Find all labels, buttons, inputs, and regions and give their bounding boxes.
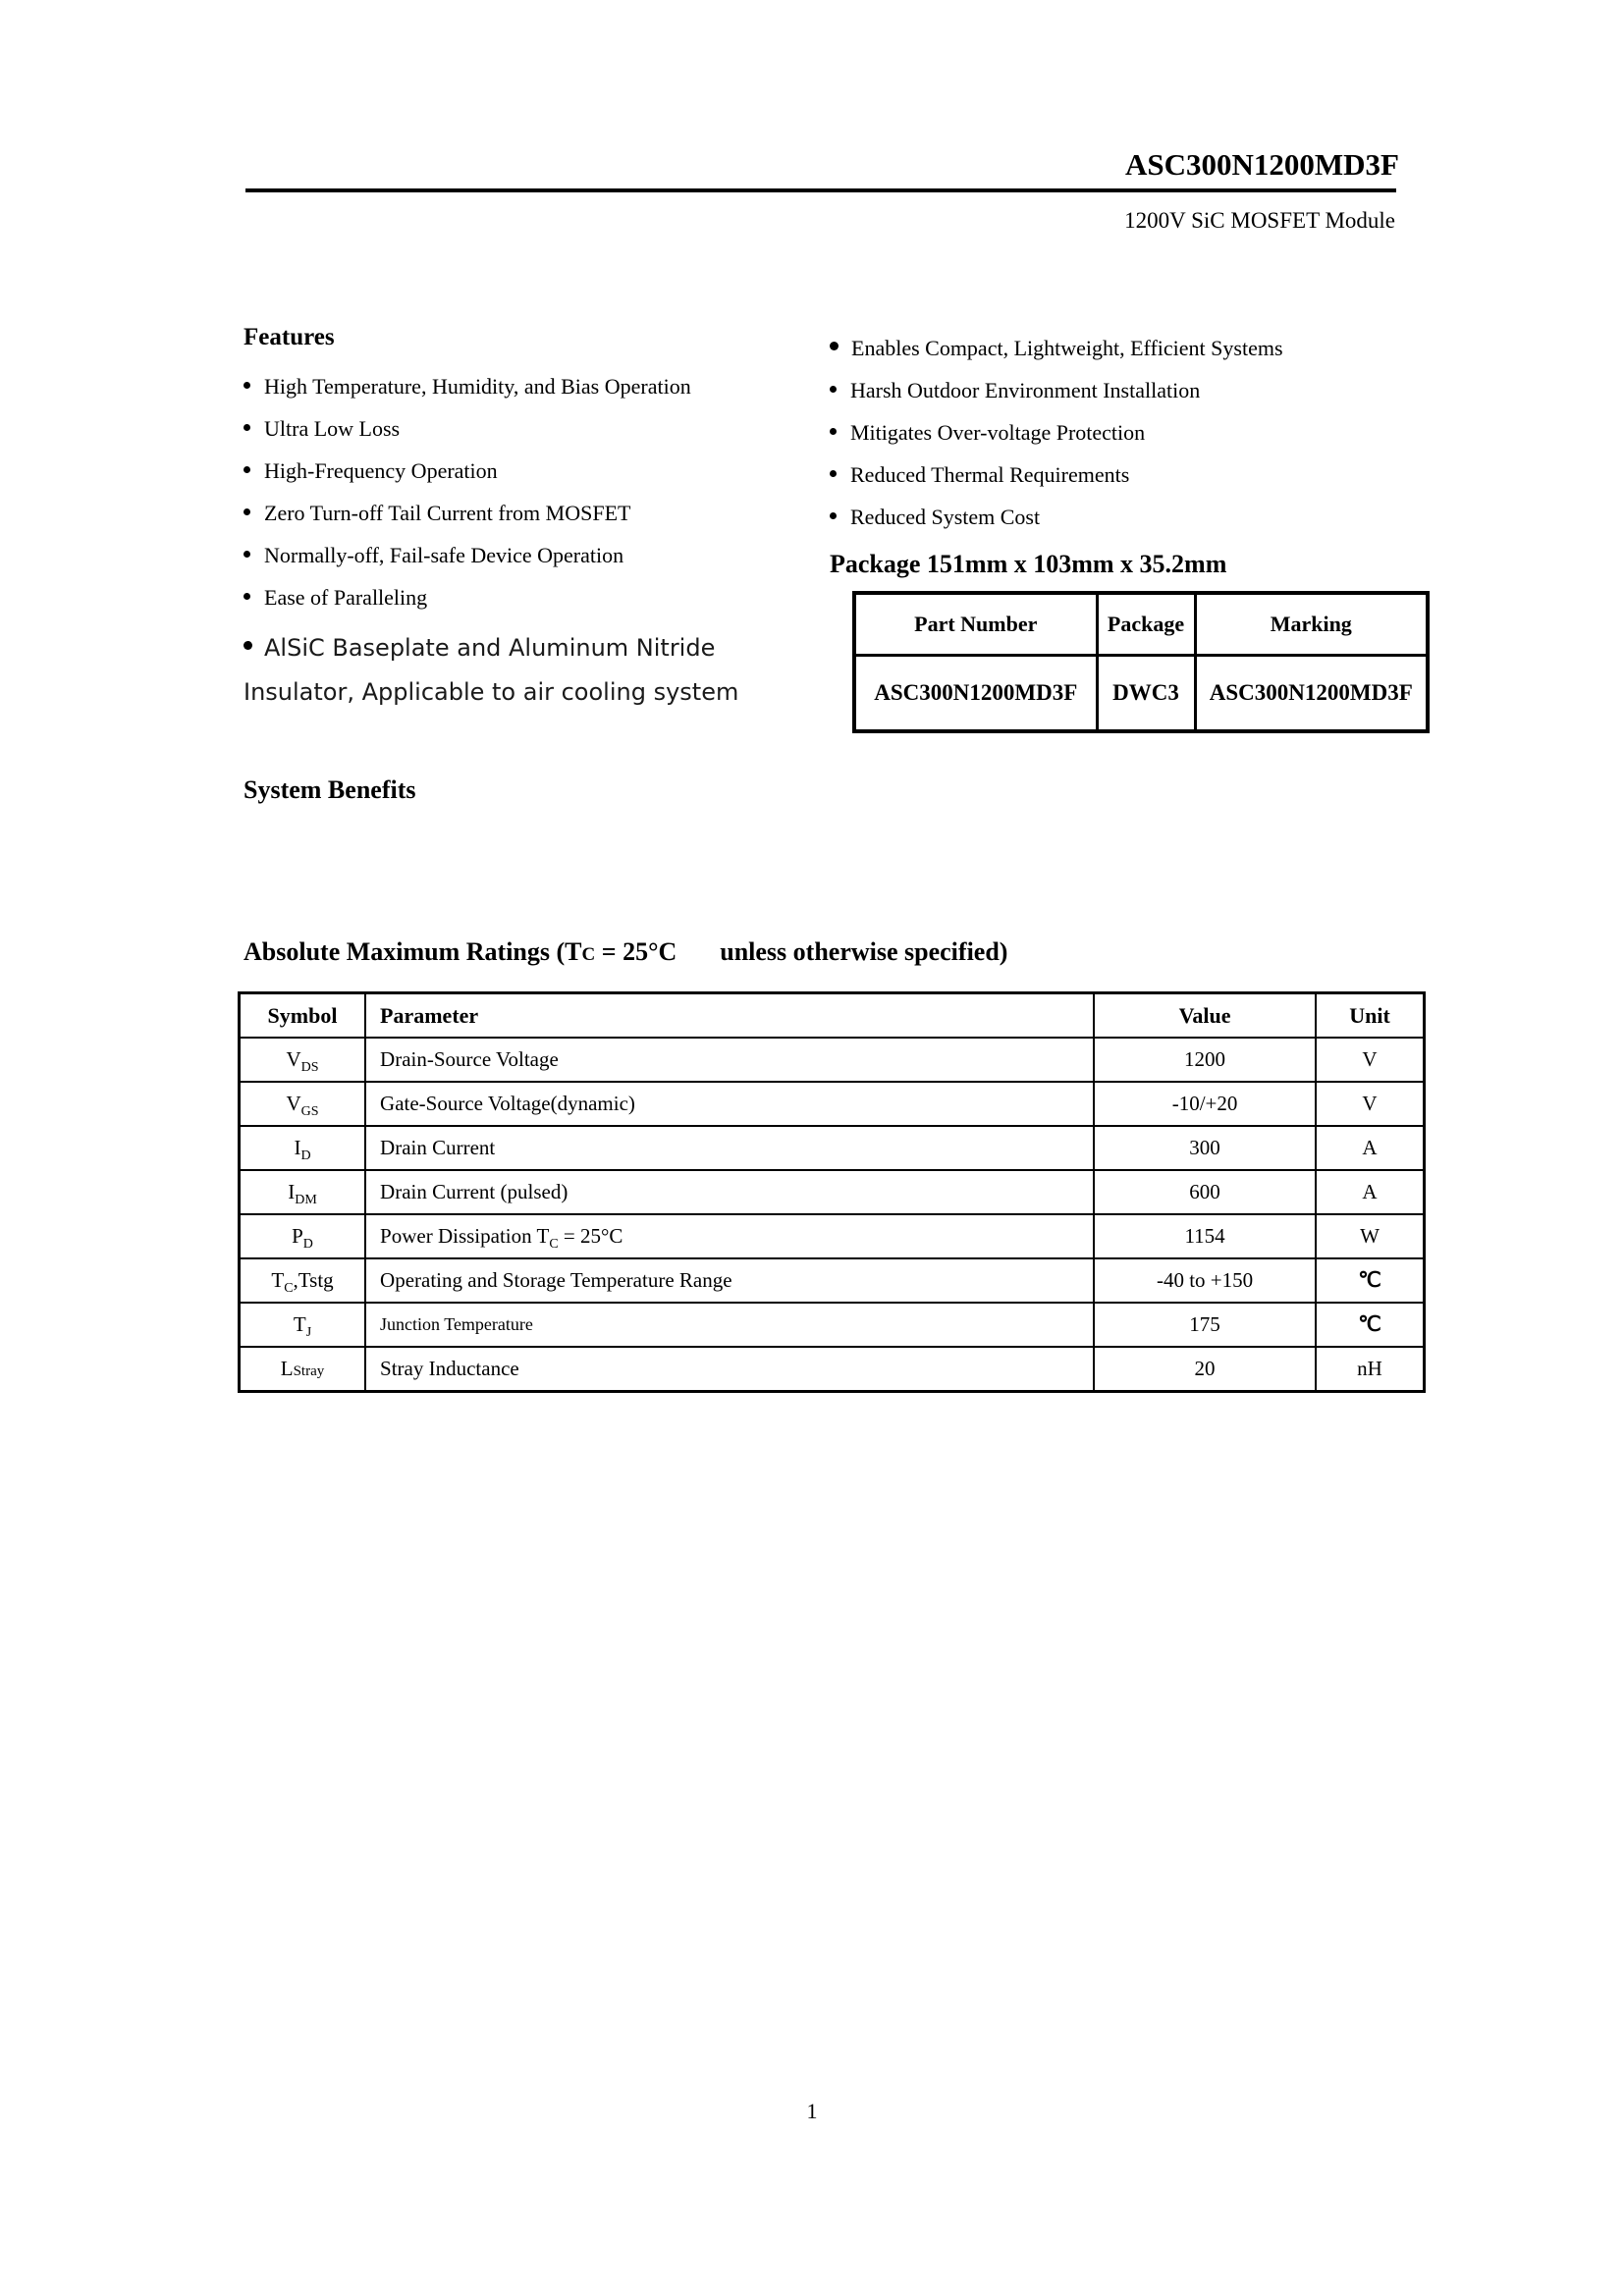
benefits-section	[830, 327, 1436, 733]
unit-cell: V	[1316, 1038, 1424, 1082]
symbol-cell	[240, 1347, 366, 1392]
bullet-icon	[830, 512, 837, 519]
feature-text: Insulator, Applicable to air cooling system	[244, 678, 739, 706]
abs-max-heading-text: unless otherwise specified)	[720, 937, 1008, 966]
col-header-parameter: Parameter	[365, 993, 1094, 1039]
table-row	[240, 1082, 1425, 1126]
page-subtitle: 1200V SiC MOSFET Module	[1124, 208, 1395, 233]
parameter-cell	[365, 1082, 1094, 1126]
feature-text: Ultra Low Loss	[264, 416, 401, 441]
parameter-cell	[365, 1214, 1094, 1258]
symbol-cell	[240, 1170, 366, 1214]
parameter-text: Drain Current	[380, 1136, 496, 1159]
symbol-suffix: ,Tstg	[293, 1268, 334, 1292]
benefit-text: Enables Compact, Lightweight, Efficient Systems	[851, 336, 1283, 360]
package-table	[852, 591, 1430, 733]
parameter-text: Junction Temperature	[380, 1314, 533, 1334]
parameter-cell	[365, 1303, 1094, 1347]
abs-max-table	[238, 991, 1426, 1393]
symbol-main: T	[293, 1312, 306, 1336]
symbol-subscript: J	[305, 1325, 312, 1340]
value-cell: -40 to +150	[1094, 1258, 1316, 1303]
symbol-main: V	[286, 1047, 301, 1071]
benefit-text: Reduced Thermal Requirements	[850, 462, 1130, 487]
bullet-icon	[244, 508, 250, 515]
bullet-icon	[244, 466, 250, 473]
bullet-icon	[244, 424, 250, 431]
list-item	[830, 454, 1436, 496]
symbol-subscript: DM	[295, 1193, 317, 1207]
list-item	[244, 365, 808, 407]
bullet-icon	[244, 593, 250, 600]
symbol-subscript: D	[300, 1148, 311, 1163]
list-item	[830, 369, 1436, 411]
parameter-cell	[365, 1038, 1094, 1082]
part-number-cell: ASC300N1200MD3F	[854, 656, 1097, 732]
benefit-text: Harsh Outdoor Environment Installation	[850, 378, 1201, 402]
feature-text: AlSiC Baseplate and Aluminum Nitride	[264, 634, 716, 662]
bullet-icon	[244, 382, 250, 389]
col-header-marking: Marking	[1195, 593, 1428, 656]
features-section	[244, 322, 808, 805]
list-item	[244, 492, 808, 534]
table-row	[240, 1347, 1425, 1392]
symbol-main: T	[271, 1268, 285, 1292]
table-row	[240, 1214, 1425, 1258]
value-cell: 1154	[1094, 1214, 1316, 1258]
unit-cell: ℃	[1316, 1303, 1424, 1347]
symbol-main: P	[292, 1224, 303, 1248]
feature-text: Ease of Paralleling	[264, 585, 428, 610]
col-header-value: Value	[1094, 993, 1316, 1039]
value-cell: 1200	[1094, 1038, 1316, 1082]
symbol-cell	[240, 1082, 366, 1126]
unit-cell: W	[1316, 1214, 1424, 1258]
system-benefits-heading: System Benefits	[244, 775, 416, 804]
parameter-cell	[365, 1126, 1094, 1170]
benefit-text: Mitigates Over-voltage Protection	[850, 420, 1146, 445]
col-header-package: Package	[1097, 593, 1195, 656]
feature-text: High Temperature, Humidity, and Bias Operation	[264, 374, 691, 399]
package-heading: Package 151mm x 103mm x 35.2mm	[830, 550, 1227, 578]
list-item	[244, 576, 808, 618]
value-cell: -10/+20	[1094, 1082, 1316, 1126]
list-item	[244, 450, 808, 492]
symbol-subscript: C	[284, 1281, 294, 1296]
parameter-cell	[365, 1170, 1094, 1214]
table-row	[240, 1303, 1425, 1347]
features-heading: Features	[244, 324, 335, 350]
parameter-text: Drain Current (pulsed)	[380, 1180, 568, 1203]
symbol-small-text: Stray	[293, 1363, 325, 1379]
table-row	[854, 656, 1428, 732]
table-row	[240, 1170, 1425, 1214]
parameter-subscript: C	[549, 1237, 559, 1252]
value-cell: 300	[1094, 1126, 1316, 1170]
symbol-subscript: DS	[300, 1060, 319, 1075]
unit-cell: A	[1316, 1170, 1424, 1214]
symbol-main: V	[286, 1092, 301, 1115]
value-cell: 600	[1094, 1170, 1316, 1214]
benefit-text: Reduced System Cost	[850, 505, 1041, 529]
unit-cell: nH	[1316, 1347, 1424, 1392]
unit-cell: ℃	[1316, 1258, 1424, 1303]
bullet-icon	[830, 342, 839, 350]
table-header-row	[240, 993, 1425, 1039]
parameter-text: = 25°C	[558, 1224, 623, 1248]
parameter-text: Stray Inductance	[380, 1357, 519, 1380]
bullet-icon	[830, 428, 837, 435]
symbol-cell	[240, 1214, 366, 1258]
value-cell: 20	[1094, 1347, 1316, 1392]
bullet-icon	[244, 551, 250, 558]
list-item	[830, 496, 1436, 538]
list-item	[830, 411, 1436, 454]
table-header-row	[854, 593, 1428, 656]
abs-max-heading	[244, 937, 1007, 967]
feature-text: Zero Turn-off Tail Current from MOSFET	[264, 501, 631, 525]
abs-max-heading-text: Absolute Maximum Ratings (T	[244, 937, 582, 966]
symbol-subscript: GS	[300, 1104, 319, 1119]
symbol-main: I	[288, 1180, 296, 1203]
col-header-symbol: Symbol	[240, 993, 366, 1039]
parameter-cell	[365, 1347, 1094, 1392]
feature-text: High-Frequency Operation	[264, 458, 498, 483]
col-header-part-number: Part Number	[854, 593, 1097, 656]
abs-max-heading-text: = 25°C	[595, 937, 677, 966]
unit-cell: A	[1316, 1126, 1424, 1170]
col-header-unit: Unit	[1316, 993, 1424, 1039]
parameter-text: Operating and Storage Temperature Range	[380, 1268, 732, 1292]
symbol-main: I	[294, 1136, 301, 1159]
marking-cell: ASC300N1200MD3F	[1195, 656, 1428, 732]
page-title: ASC300N1200MD3F	[1125, 147, 1399, 182]
feature-text: Normally-off, Fail-safe Device Operation	[264, 543, 624, 567]
unit-cell: V	[1316, 1082, 1424, 1126]
symbol-subscript: D	[302, 1237, 313, 1252]
package-cell: DWC3	[1097, 656, 1195, 732]
value-cell: 175	[1094, 1303, 1316, 1347]
symbol-cell	[240, 1258, 366, 1303]
table-row	[240, 1126, 1425, 1170]
bullet-icon	[244, 641, 252, 650]
table-row	[240, 1258, 1425, 1303]
list-item	[830, 327, 1436, 369]
parameter-text: Power Dissipation T	[380, 1224, 550, 1248]
feature-baseplate-item	[244, 626, 808, 715]
header-divider	[245, 188, 1396, 192]
parameter-text: Gate-Source Voltage(dynamic)	[380, 1092, 635, 1115]
bullet-icon	[830, 386, 837, 393]
symbol-main: L	[280, 1357, 294, 1380]
table-row	[240, 1038, 1425, 1082]
list-item	[244, 407, 808, 450]
parameter-text: Drain-Source Voltage	[380, 1047, 559, 1071]
parameter-cell	[365, 1258, 1094, 1303]
bullet-icon	[830, 470, 837, 477]
list-item	[244, 534, 808, 576]
abs-max-heading-smallcap: C	[581, 944, 596, 965]
page-number: 1	[806, 2099, 818, 2123]
symbol-cell	[240, 1126, 366, 1170]
symbol-cell	[240, 1038, 366, 1082]
symbol-cell	[240, 1303, 366, 1347]
